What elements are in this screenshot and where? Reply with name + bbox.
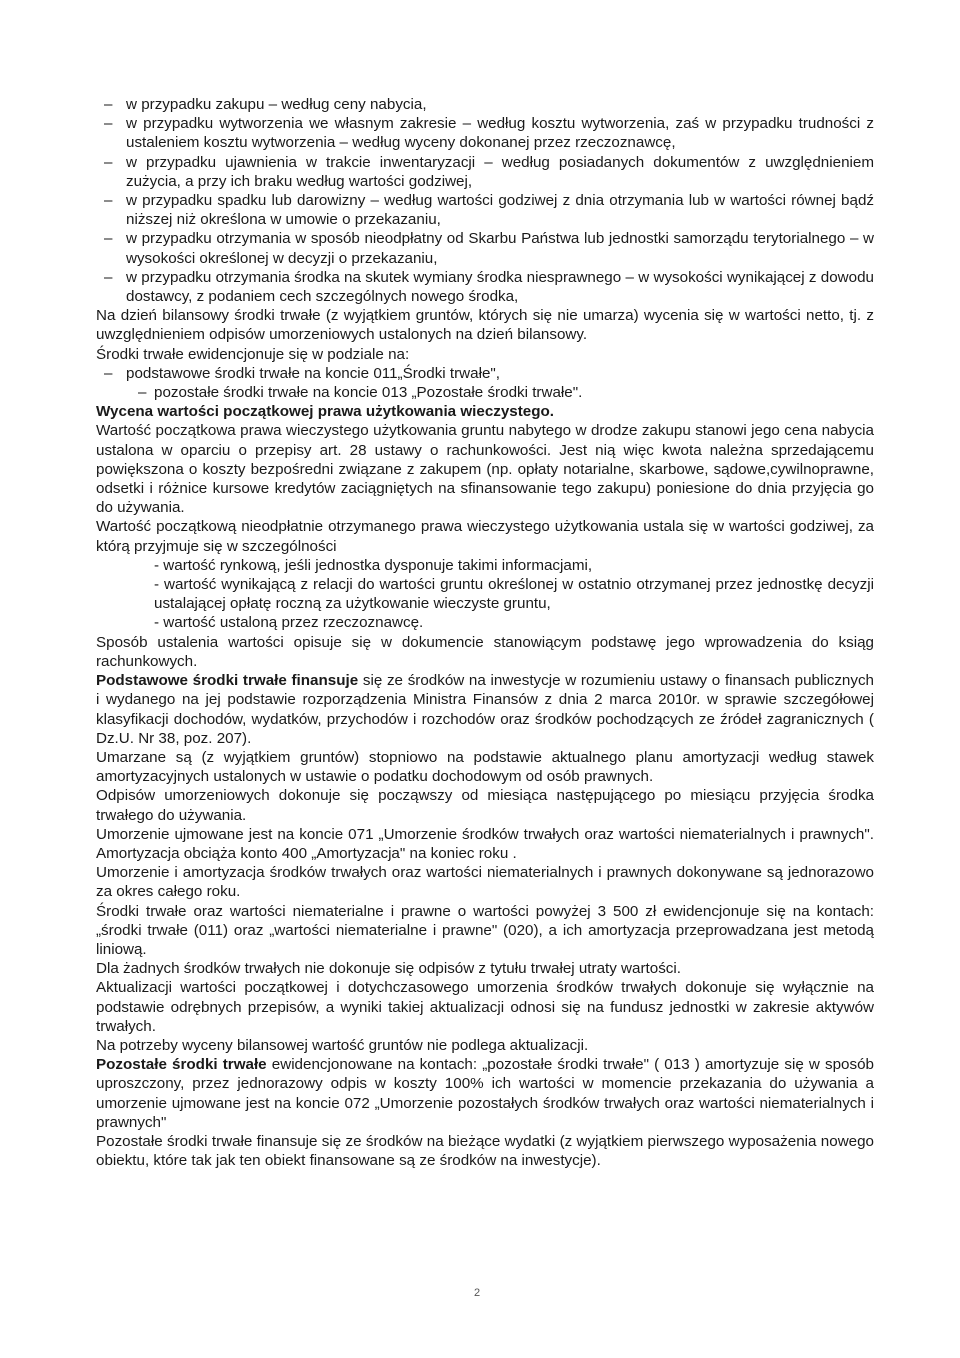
paragraph: Sposób ustalenia wartości opisuje się w dokumencie stanowiącym podstawę jego wprowadzenia do ksiąg rachunkowych. (96, 633, 874, 670)
paragraph-register: Środki trwałe ewidencjonuje się w podziale na: (96, 345, 410, 363)
document-body (96, 95, 874, 1170)
paragraph: Wartość początkowa prawa wieczystego użytkowania gruntu nabytego w drodze zakupu stanowi jego cena nabycia ustalona w oparciu o przepisy art. 28 ustawy o rachunkowości. Jest nią więc kwota należna sprzedającemu powiększona o koszty bezpośredni związane z zakupem (np. opłaty notarialne, skarbowe, sądowe,cywilnoprawne, odsetki i różnice kursowe kredytów zaciągniętych na sfinansowanie tego zakupu) poniesione do dnia przyjęcia go do używania. (96, 422, 874, 517)
list-item: - wartość ustaloną przez rzeczoznawcę. (154, 614, 424, 632)
paragraph: Wartość początkową nieodpłatnie otrzymanego prawa wieczystego użytkowania ustala się w wartości godziwej, za którą przyjmuje się w szczególności (96, 518, 874, 555)
paragraph-rest: ewidencjonowane na kontach: „pozostałe środki trwałe" ( 013 ) amortyzuje się w sposób uproszczony, przez jednorazowy odpis w koszty 100% ich wartości w momencie przekazania do używania a umorzenie ujmowane jest na koncie 072 „Umorzenie pozostałych środków trwałych oraz wartości niematerialnych i prawnych" (96, 1056, 874, 1131)
paragraph: Odpisów umorzeniowych dokonuje się począwszy od miesiąca następującego po miesiącu przyjęcia środka trwałego do używania. (96, 787, 874, 824)
list-item: – w przypadku zakupu – według ceny nabycia, (96, 95, 874, 114)
list-item: – w przypadku spadku lub darowizny – według wartości godziwej z dnia otrzymania lub w wartości równej bądź niższej niż określona w umowie o przekazaniu, (96, 191, 874, 229)
list-item: – podstawowe środki trwałe na koncie 011„Środki trwałe", (96, 364, 874, 383)
paragraph: Na potrzeby wyceny bilansowej wartość gruntów nie podlega aktualizacji. (96, 1036, 589, 1054)
list-item: - wartość rynkową, jeśli jednostka dysponuje takimi informacjami, (154, 556, 593, 574)
paragraph: Pozostałe środki trwałe finansuje się ze środków na bieżące wydatki (z wyjątkiem pierwszego wyposażenia nowego obiektu, które tak jak ten obiekt finansowane są ze środków na inwestycje). (96, 1132, 874, 1170)
paragraph-balance-date: Na dzień bilansowy środki trwałe (z wyjątkiem gruntów, których się nie umarza) wycenia się w wartości netto, tj. z uwzględnieniem odpisów umorzeniowych ustalonych na dzień bilansowy. (96, 307, 874, 344)
fair-value-list (96, 556, 874, 633)
bold-lead: Pozostałe środki trwałe (96, 1056, 267, 1074)
list-item: - wartość wynikającą z relacji do wartości gruntu określonej w ostatnio otrzymanej przez jednostkę decyzji ustalającej opłatę roczną za użytkowanie wieczyste gruntu, (154, 576, 874, 613)
paragraph: Środki trwałe oraz wartości niematerialne i prawne o wartości powyżej 3 500 zł ewidencjonuje się na kontach: „środki trwałe (011) oraz „wartości niematerialne i prawne" (020), a ich amortyzacja przeprowadzana jest metodą liniową. (96, 902, 874, 958)
page-number: 2 (474, 1287, 481, 1299)
paragraph-financing (96, 671, 874, 748)
paragraph: Aktualizacji wartości początkowej i dotychczasowego umorzenia środków trwałych dokonuje się wyłącznie na podstawie odrębnych przepisów, a wyniki takiej aktualizacji odnosi się na fundusz jednostki w zakresie aktywów trwałych. (96, 979, 874, 1035)
section-heading: Wycena wartości początkowej prawa użytkowania wieczystego. (96, 403, 555, 421)
list-item: – w przypadku wytworzenia we własnym zakresie – według kosztu wytworzenia, zaś w przypadku trudności z ustaleniem kosztu wytworzenia – według wyceny dokonanej przez rzeczoznawcę, (96, 114, 874, 152)
paragraph: Umorzenie i amortyzacja środków trwałych oraz wartości niematerialnych i prawnych dokonywane są jednorazowo za okres całego roku. (96, 864, 874, 901)
list-item: – w przypadku otrzymania w sposób nieodpłatny od Skarbu Państwa lub jednostki samorządu terytorialnego – w wysokości określonej w decyzji o przekazaniu, (96, 229, 874, 267)
bold-lead: Podstawowe środki trwałe finansuje (96, 672, 359, 690)
list-item: – pozostałe środki trwałe na koncie 013 „Pozostałe środki trwałe". (96, 383, 874, 402)
list-item: – w przypadku ujawnienia w trakcie inwentaryzacji – według posiadanych dokumentów z uwzględnieniem zużycia, a przy ich braku według wartości godziwej, (96, 153, 874, 191)
paragraph: Umorzenie ujmowane jest na koncie 071 „Umorzenie środków trwałych oraz wartości niematerialnych i prawnych". Amortyzacja obciąża konto 400 „Amortyzacja" na koniec roku . (96, 825, 874, 862)
asset-accounts-list (96, 364, 874, 402)
list-item: – w przypadku otrzymania środka na skutek wymiany środka niesprawnego – w wysokości wynikającej z dowodu dostawcy, z podaniem cech szczególnych nowego środka, (96, 268, 874, 306)
paragraph: Umarzane są (z wyjątkiem gruntów) stopniowo na podstawie aktualnego planu amortyzacji według stawek amortyzacyjnych ustalonych w ustawie o podatku dochodowym od osób prawnych. (96, 748, 874, 786)
paragraph-rest: się ze środków na inwestycje w rozumieniu ustawy o finansach publicznych i wydanego na jej podstawie rozporządzenia Ministra Finansów z dnia 2 marca 2010r. w sprawie szczegółowej klasyfikacji dochodów, wydatków, przychodów i rozchodów oraz środków pochodzących ze źródeł zagranicznych ( Dz.U. Nr 38, poz. 207). (96, 672, 874, 747)
paragraph-other-assets (96, 1055, 874, 1132)
paragraph: Dla żadnych środków trwałych nie dokonuje się odpisów z tytułu trwałej utraty wartości. (96, 960, 681, 978)
valuation-methods-list (96, 95, 874, 306)
